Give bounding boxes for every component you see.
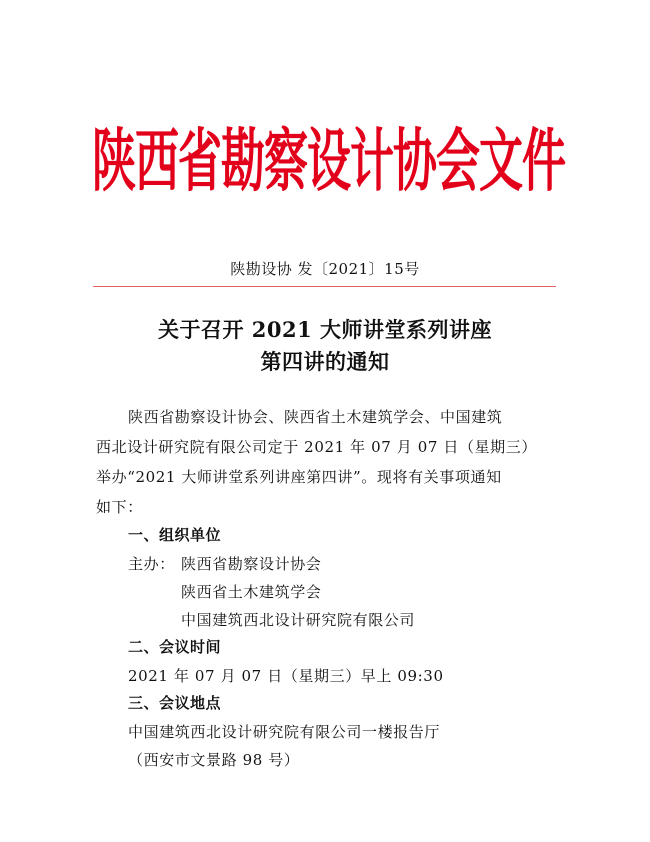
host-organization: 陕西省勘察设计协会	[181, 555, 322, 573]
meeting-venue: 中国建筑西北设计研究院有限公司一楼报告厅	[128, 723, 441, 741]
notice-title-line-2: 第四讲的通知	[260, 349, 390, 374]
section-heading-location: 三、会议地点	[128, 694, 222, 712]
red-divider-line	[93, 286, 556, 287]
intro-line-3: 举办“2021 大师讲堂系列讲座第四讲”。现将有关事项通知	[96, 468, 502, 486]
intro-line-2: 西北设计研究院有限公司定于 2021 年 07 月 07 日（星期三）	[96, 438, 537, 456]
section-heading-time: 二、会议时间	[128, 638, 222, 656]
section-heading-organizer: 一、组织单位	[128, 526, 222, 544]
organization-red-header: 陕西省勘察设计协会文件	[92, 122, 565, 202]
meeting-time: 2021 年 07 月 07 日（星期三）早上 09:30	[128, 667, 444, 685]
notice-title-line-1: 关于召开 2021 大师讲堂系列讲座	[157, 317, 493, 342]
host-organization: 陕西省土木建筑学会	[181, 583, 322, 601]
host-organization: 中国建筑西北设计研究院有限公司	[181, 611, 416, 629]
meeting-address: （西安市文景路 98 号）	[128, 751, 300, 769]
intro-line-1: 陕西省勘察设计协会、陕西省土木建筑学会、中国建筑	[128, 408, 503, 426]
document-number: 陕勘设协 发〔2021〕15号	[230, 260, 420, 278]
intro-line-4: 如下：	[96, 498, 143, 516]
host-label: 主办：	[128, 555, 175, 573]
